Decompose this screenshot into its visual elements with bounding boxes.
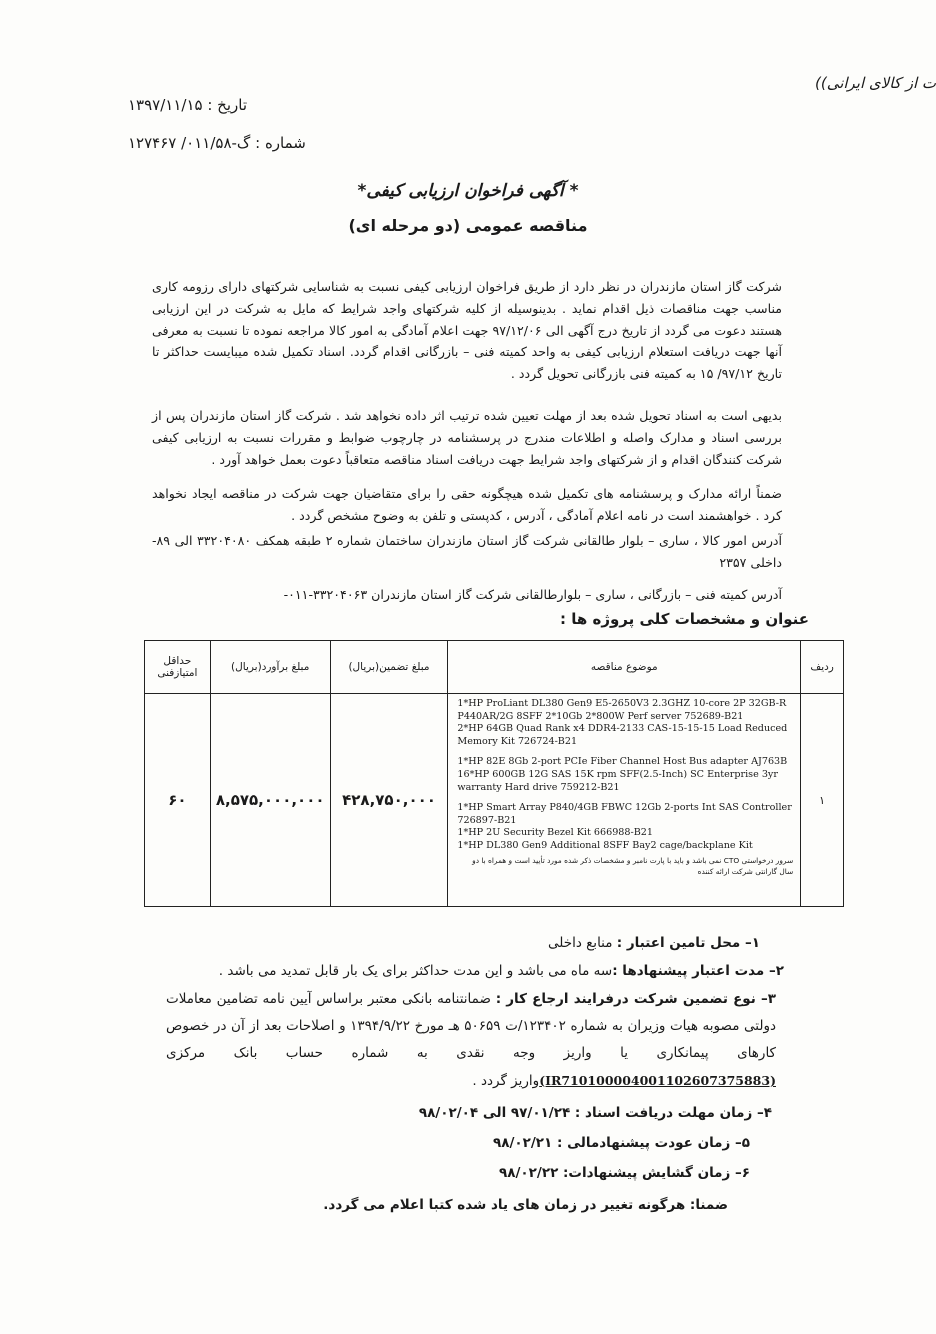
- cell-estimate: [210, 694, 330, 907]
- header-subject: موضوع مناقصه: [448, 641, 801, 694]
- list-item: 2*HP 64GB Quad Rank x4 DDR4-2133 CAS-15-15-15 Load Reduced Memory Kit 726724-B21: [457, 723, 788, 747]
- page-subtitle: مناقصه عمومی (دو مرحله ای): [348, 216, 588, 235]
- condition-guarantee-value: ضمانتنامه بانکی معتبر براساس آیین نامه تضامین معاملات دولتی مصوبه هیات وزیران به شماره ۱۲۳۴۰۲/ت ۵۰۶۵۹ هـ مورخ ۱۳۹۴/۹/۲۲ و اصلاحات بعد از آن در خصوص کارهای پیمانکاری یا واریز وجه نقدی به شماره حساب بانک مرکزی: [166, 991, 776, 1061]
- document-date: تاریخ : ۱۳۹۷/۱۱/۱۵: [128, 96, 247, 114]
- goods-dept-address: آدرس امور کالا ، ساری – بلوار طالقانی شرکت گاز استان مازندران ساختمان شماره ۲ طبقه همکف ۳۳۲۰۴۰۸۰ الی ۸۹- داخلی ۲۳۵۷: [152, 533, 783, 570]
- page-title: * آگهی فراخوان ارزیابی کیفی*: [357, 181, 579, 201]
- list-item: 1*HP 82E 8Gb 2-port PCIe Fiber Channel Host Bus adapter AJ763B: [457, 756, 788, 768]
- guarantee-amount: ۴۲۸,۷۵۰,۰۰۰: [342, 791, 436, 809]
- cell-row-number: ۱: [801, 694, 844, 907]
- condition-validity-label: ۲– مدت اعتبار پیشنهادها :: [612, 963, 784, 979]
- condition-validity: [219, 958, 784, 985]
- header-min-score: حداقل امتیازفنی: [145, 641, 211, 694]
- cell-min-score: [145, 694, 211, 907]
- header-top-mark: ت از کالای ایرانی)): [814, 74, 936, 92]
- cell-guarantee: [330, 694, 448, 907]
- list-item: 16*HP 600GB 12G SAS 15K rpm SFF(2.5-Inch) SC Enterprise 3yr warranty Hard drive 759212-B21: [457, 768, 778, 793]
- condition-funding: [548, 930, 760, 957]
- document-number: شماره : گ-۰۱۱/۵۸/ ۱۲۷۴۶۷: [128, 134, 306, 152]
- estimate-amount: ۸,۵۷۵,۰۰۰,۰۰۰: [215, 791, 325, 809]
- list-item: 1*HP DL380 Gen9 Additional 8SFF Bay2 cage/backplane Kit: [457, 839, 753, 851]
- condition-guarantee-label: ۳– نوع تضمین شرکت درفرایند ارجاع کار :: [495, 991, 776, 1007]
- table-row: [145, 694, 844, 907]
- min-score-value: ۶۰: [168, 791, 187, 809]
- condition-change-notice: ضمنا: هرگونه تغییر در زمان های یاد شده کتبا اعلام می گردد.: [323, 1197, 728, 1213]
- condition-opening-date: ۶– زمان گشایش پیشنهادات: ۹۸/۰۲/۲۲: [499, 1165, 750, 1181]
- cell-subject: [448, 694, 801, 907]
- header-guarantee: مبلغ تضمین(بریال): [330, 641, 448, 694]
- condition-document-deadline: ۴– زمان مهلت دریافت اسناد : ۹۷/۰۱/۲۴ الی ۹۸/۰۲/۰۴: [418, 1105, 772, 1121]
- bank-account-number: (IR710100004001102607375883): [539, 1073, 776, 1088]
- notice-paragraph: ضمناً ارائه مدارک و پرسشنامه های تکمیل شده هیچگونه حقی را برای متقاضیان جهت شرکت در مناقصه ایجاد نخواهد کرد . خواهشمند است در نامه اعلام آمادگی ، آدرس ، کدپستی و تلفن به وضوح مشخص گردد .: [152, 486, 782, 523]
- condition-guarantee-type: [166, 986, 776, 1095]
- condition-validity-value: سه ماه می باشد و این مدت حداکثر برای یک بار قابل تمدید می باشد .: [218, 963, 613, 979]
- table-header-row: [145, 641, 844, 694]
- projects-table: [144, 640, 844, 907]
- condition-financial-return: ۵– زمان عودت پیشنهادمالی : ۹۸/۰۲/۲۱: [492, 1135, 750, 1151]
- items-list: [449, 695, 799, 877]
- condition-funding-value: منابع داخلی: [548, 935, 617, 951]
- list-item: 1*HP 2U Security Bezel Kit 666988-B21: [457, 827, 654, 839]
- header-row-number: ردیف: [801, 641, 844, 694]
- condition-guarantee-end: واریز گردد .: [472, 1073, 540, 1089]
- list-item: 1*HP Smart Array P840/4GB FBWC 12Gb 2-ports Int SAS Controller 726897-B21: [457, 802, 792, 826]
- header-estimate: مبلغ برآورد(بریال): [210, 641, 330, 694]
- intro-paragraph: شرکت گاز استان مازندران در نظر دارد از طریق فراخوان ارزیابی کیفی نسبت به شناسایی شرکتهای دارای رزومه کاری مناسب جهت مناقصات ذیل اقدام نماید . بدینوسیله از کلیه شرکتهای واجد شرایط که مایل به شرکت در این ارزیابی هستند دعوت می گردد از تاریخ درج آگهی الی ۹۷/۱۲/۰۶ جهت اعلام آمادگی به امور کالا مراجعه نموده تا نسبت به معرفی آنها جهت دریافت استعلام ارزیابی کیفی به واحد کمیته فنی – بازرگانی اقدام گردد. اسناد تکمیل شده میبایست حداکثر تا تاریخ ۹۷/۱۲/ ۱۵ به کمیته فنی بازرگانی تحویل گردد .: [152, 279, 783, 382]
- evaluation-paragraph: بدیهی است به اسناد تحویل شده بعد از مهلت تعیین شده ترتیب اثر داده نخواهد شد . شرکت گاز استان مازندران پس از بررسی اسناد و مدارک واصله و اطلاعات مندرج در پرسشنامه در چارچوب ضوابط و مقررات نسبت به ارزیابی کیفی شرکت کنندگان اقدام و از شرکتهای واجد شرایط جهت دریافت اسناد مناقصه متعاقباً دعوت بعمل خواهد آورد .: [152, 408, 782, 467]
- list-item: 1*HP ProLiant DL380 Gen9 E5-2650V3 2.3GHZ 10-core 2P 32GB-R P440AR/2G 8SFF 2*10Gb 2*800W Perf server 752689-B21: [457, 698, 787, 722]
- condition-funding-label: ۱– محل تامین اعتبار :: [616, 935, 760, 951]
- projects-section-heading: عنوان و مشخصات کلی پروژه ها :: [560, 610, 810, 628]
- committee-address: آدرس کمیته فنی – بازرگانی ، ساری – بلوارطالقانی شرکت گاز استان مازندران ۳۳۲۰۴۰۶۳-۰۱۱-: [283, 587, 782, 602]
- cto-note: سرور درخواستی CTO نمی باشد و باید با پارت نامبر و مشخصات ذکر شده مورد تأیید است و همراه با دو سال گارانتی شرکت ارائه کننده: [472, 855, 794, 876]
